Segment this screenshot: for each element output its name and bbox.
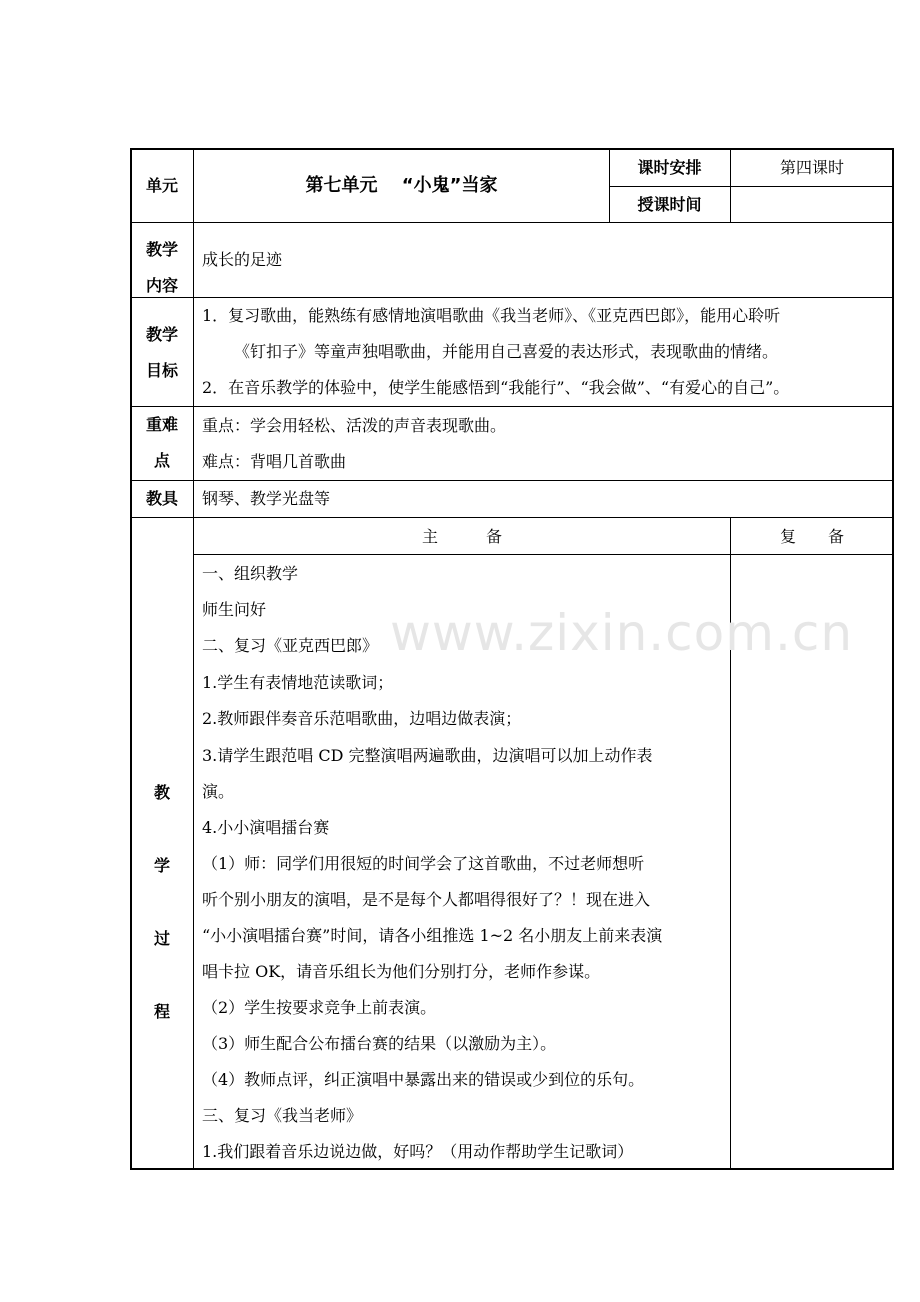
watermark: www.zixin.com.cn [390,604,854,662]
row-divider [130,406,894,407]
keypoints-label-line2: 点 [153,451,170,470]
process-line: 三、复习《我当老师》 [202,1106,363,1125]
process-line: 唱卡拉 OK，请音乐组长为他们分别打分，老师作参谋。 [202,962,601,981]
goal-line: 1．复习歌曲，能熟练有感情地演唱歌曲《我当老师》、《亚克西巴郎》，能用心聆听 [202,306,781,325]
process-line: 师生问好 [202,600,267,619]
content-label [130,232,194,304]
process-line: （1）师：同学们用很短的时间学会了这首歌曲，不过老师想听 [202,854,645,873]
process-label-char: 教 [153,783,170,802]
row-divider [130,297,894,298]
row-divider [194,554,894,555]
process-line: 4.小小演唱擂台赛 [202,818,330,837]
goal-line: 2．在音乐教学的体验中，使学生能感悟到“我能行”、“我会做”、“有爱心的自己”。 [202,378,790,397]
review-prep-header: 复 备 [779,527,844,546]
content-label-line2: 内容 [145,276,178,295]
process-line: （3）师生配合公布擂台赛的结果（以激励为主）。 [202,1034,557,1053]
tools-label: 教具 [145,489,178,508]
keypoint-line: 难点：背唱几首歌曲 [202,452,347,471]
process-line: （4）教师点评，纠正演唱中暴露出来的错误或少到位的乐句。 [202,1070,645,1089]
content-value: 成长的足迹 [202,250,283,269]
schedule-value: 第四课时 [779,158,844,177]
process-line: 1.学生有表情地范读歌词； [202,673,394,692]
process-label-char: 学 [153,856,170,875]
goals-label [130,317,194,389]
process-line: 一、组织教学 [202,564,299,583]
process-line: 1.我们跟着音乐边说边做，好吗？（用动作帮助学生记歌词） [202,1142,634,1161]
goals-label-line2: 目标 [145,361,178,380]
keypoints-label [130,407,194,479]
process-line: 2.教师跟伴奏音乐范唱歌曲，边唱边做表演； [202,709,522,728]
process-line: 演。 [202,782,235,801]
goal-line: 《钉扣子》等童声独唱歌曲，并能用自己喜爱的表达形式，表现歌曲的情绪。 [234,342,779,361]
tools-value: 钢琴、教学光盘等 [202,489,331,508]
main-prep-header: 主 备 [421,527,502,546]
process-line: （2）学生按要求竞争上前表演。 [202,998,437,1017]
schedule-label: 课时安排 [637,158,702,177]
unit-title: 第七单元 “小鬼”当家 [305,175,498,196]
process-line: “小小演唱擂台赛”时间，请各小组推选 1~2 名小朋友上前来表演 [202,926,663,945]
unit-label: 单元 [145,176,178,195]
time-label: 授课时间 [637,195,702,214]
row-divider [130,480,894,481]
keypoints-label-line1: 重难 [145,415,178,434]
keypoint-line: 重点：学会用轻松、活泼的声音表现歌曲。 [202,416,507,435]
row-divider [609,186,894,187]
process-line: 3.请学生跟范唱 CD 完整演唱两遍歌曲，边演唱可以加上动作表 [202,746,653,765]
process-label-char: 过 [153,929,170,948]
content-label-line1: 教学 [145,240,178,259]
goals-label-line1: 教学 [145,325,178,344]
row-divider [130,222,894,223]
row-divider [130,517,894,518]
process-line: 听个别小朋友的演唱，是不是每个人都唱得很好了？！现在进入 [202,890,651,909]
process-label-char: 程 [153,1002,170,1021]
process-line: 二、复习《亚克西巴郎》 [202,636,379,655]
